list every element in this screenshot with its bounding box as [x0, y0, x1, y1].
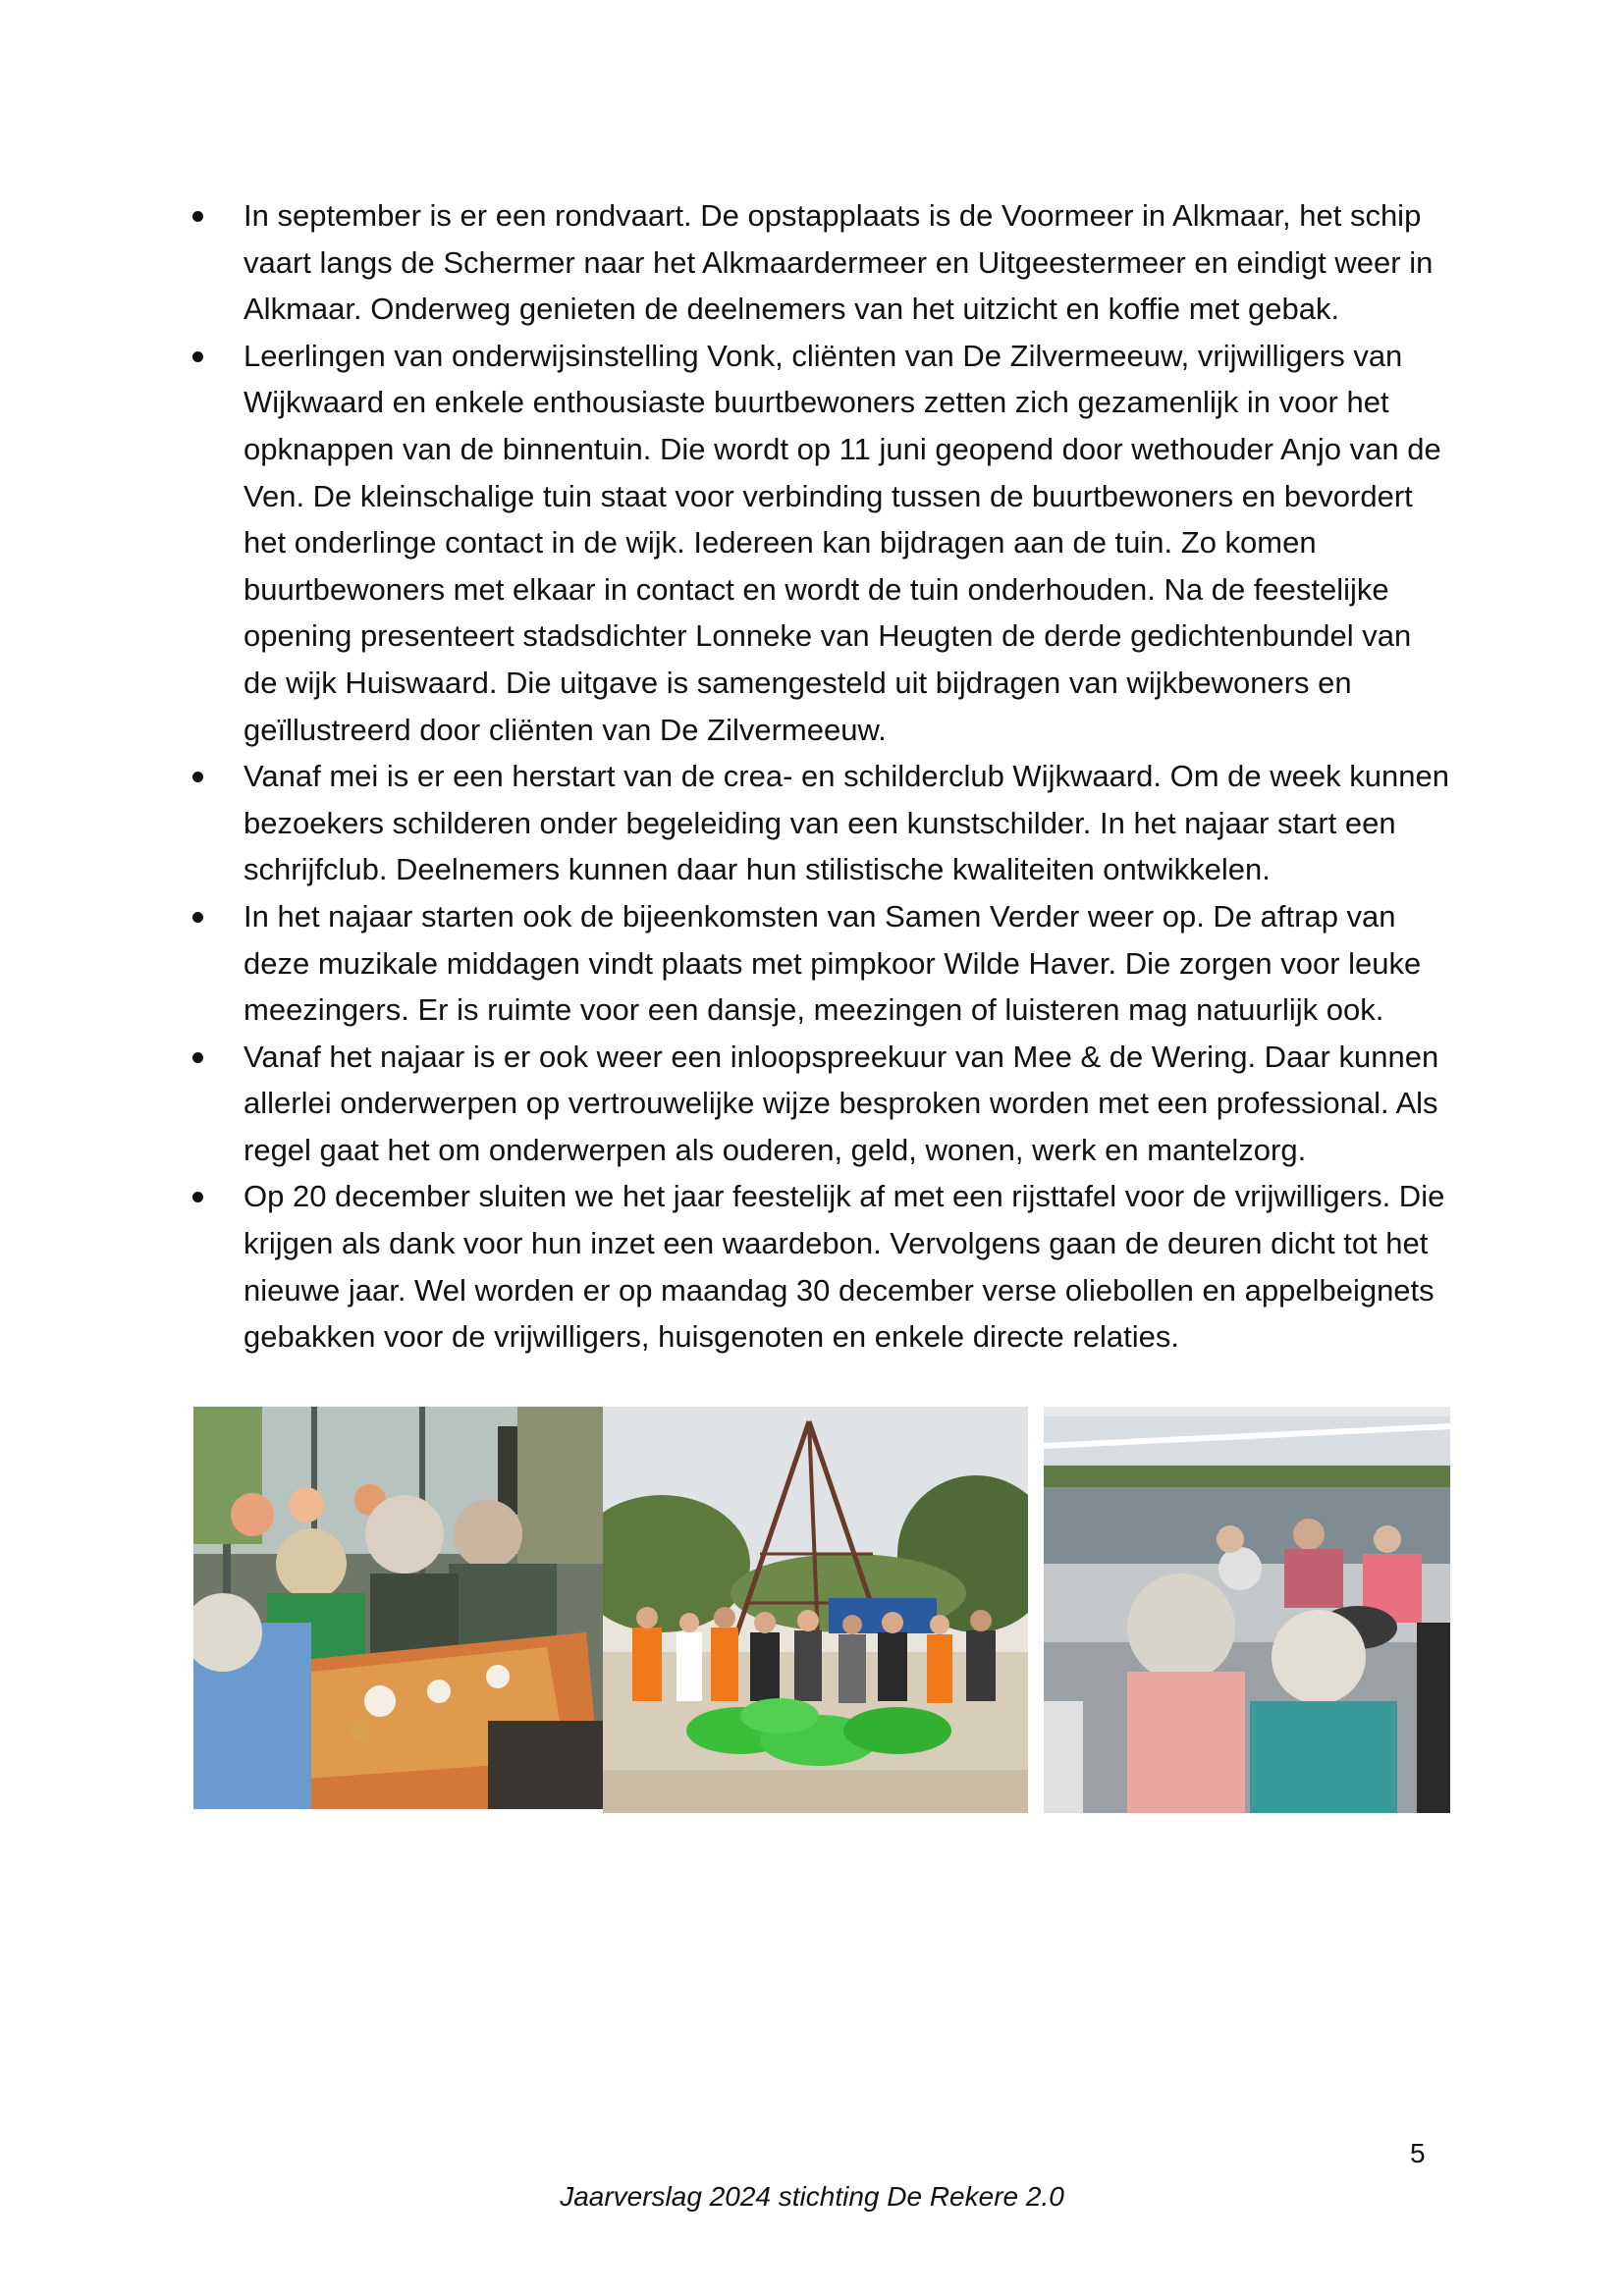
list-item: [192, 753, 1449, 893]
bullet-icon: [192, 1052, 203, 1063]
bullet-text: In het najaar starten ook de bijeenkomsten van Samen Verder weer op. De aftrap van deze muzikale middagen vindt plaats met pimpkoor Wilde Haver. Die zorgen voor leuke meezingers. Er is ruimte voor een dansje, meezingen of luisteren mag natuurlijk ook.: [244, 898, 1422, 1028]
bullet-text: Leerlingen van onderwijsinstelling Vonk, cliënten van De Zilvermeeuw, vrijwilligers van Wijkwaard en enkele enthousiaste buurtbewoners zetten zich gezamenlijk in voor het opknappen van de binnentuin. Die wordt op 11 juni geopend door wethouder Anjo van de Ven. De kleinschalige tuin staat voor verbinding tussen de buurtbewoners en bevordert het onderlinge contact in de wijk. Iedereen kan bijdragen aan de tuin. Zo komen buurtbewoners met elkaar in contact en wordt de tuin onderhouden. Na de feestelijke opening presenteert stadsdichter Lonneke van Heugten de derde gedichtenbundel van de wijk Huiswaard. Die uitgave is samengesteld uit bijdragen van wijkbewoners en geïllustreerd door cliënten van De Zilvermeeuw.: [244, 338, 1441, 747]
page-number: 5: [1410, 2138, 1426, 2168]
list-item: [192, 1034, 1449, 1174]
photo-cafe-gathering: [193, 1407, 603, 1809]
list-item: [192, 192, 1449, 333]
bullet-text: In september is er een rondvaart. De opstapplaats is de Voormeer in Alkmaar, het schip vaart langs de Schermer naar het Alkmaardermeer en Uitgeestermeer en eindigt weer in Alkmaar. Onderweg genieten de deelnemers van het uitzicht en koffie met gebak.: [244, 198, 1434, 327]
bullet-icon: [192, 1192, 203, 1202]
list-item: [192, 333, 1449, 753]
bullet-list: [192, 192, 1449, 1361]
photo-boat-trip: [1044, 1407, 1450, 1813]
bullet-icon: [192, 211, 203, 222]
photo-strip: [193, 1407, 1450, 1813]
bullet-text: Vanaf het najaar is er ook weer een inloopspreekuur van Mee & de Wering. Daar kunnen allerlei onderwerpen op vertrouwelijke wijze besproken worden met een professional. Als regel gaat het om onderwerpen als ouderen, geld, wonen, werk en mantelzorg.: [244, 1039, 1439, 1167]
bullet-icon: [192, 351, 203, 362]
photo-garden-group: [603, 1407, 1028, 1813]
bullet-icon: [192, 912, 203, 923]
list-item: [192, 1173, 1449, 1360]
bullet-icon: [192, 772, 203, 782]
bullet-text: Op 20 december sluiten we het jaar feestelijk af met een rijsttafel voor de vrijwilligers. Die krijgen als dank voor hun inzet een waardebon. Vervolgens gaan de deuren dicht tot het nieuwe jaar. Wel worden er op maandag 30 december verse oliebollen en appelbeignets gebakken voor de vrijwilligers, huisgenoten en enkele directe relaties.: [244, 1179, 1445, 1355]
bullet-text: Vanaf mei is er een herstart van de crea- en schilderclub Wijkwaard. Om de week kunnen bezoekers schilderen onder begeleiding van een kunstschilder. In het najaar start een schrijfclub. Deelnemers kunnen daar hun stilistische kwaliteiten ontwikkelen.: [244, 759, 1449, 887]
page-footer: Jaarverslag 2024 stichting De Rekere 2.0: [560, 2181, 1064, 2212]
list-item: [192, 893, 1449, 1034]
